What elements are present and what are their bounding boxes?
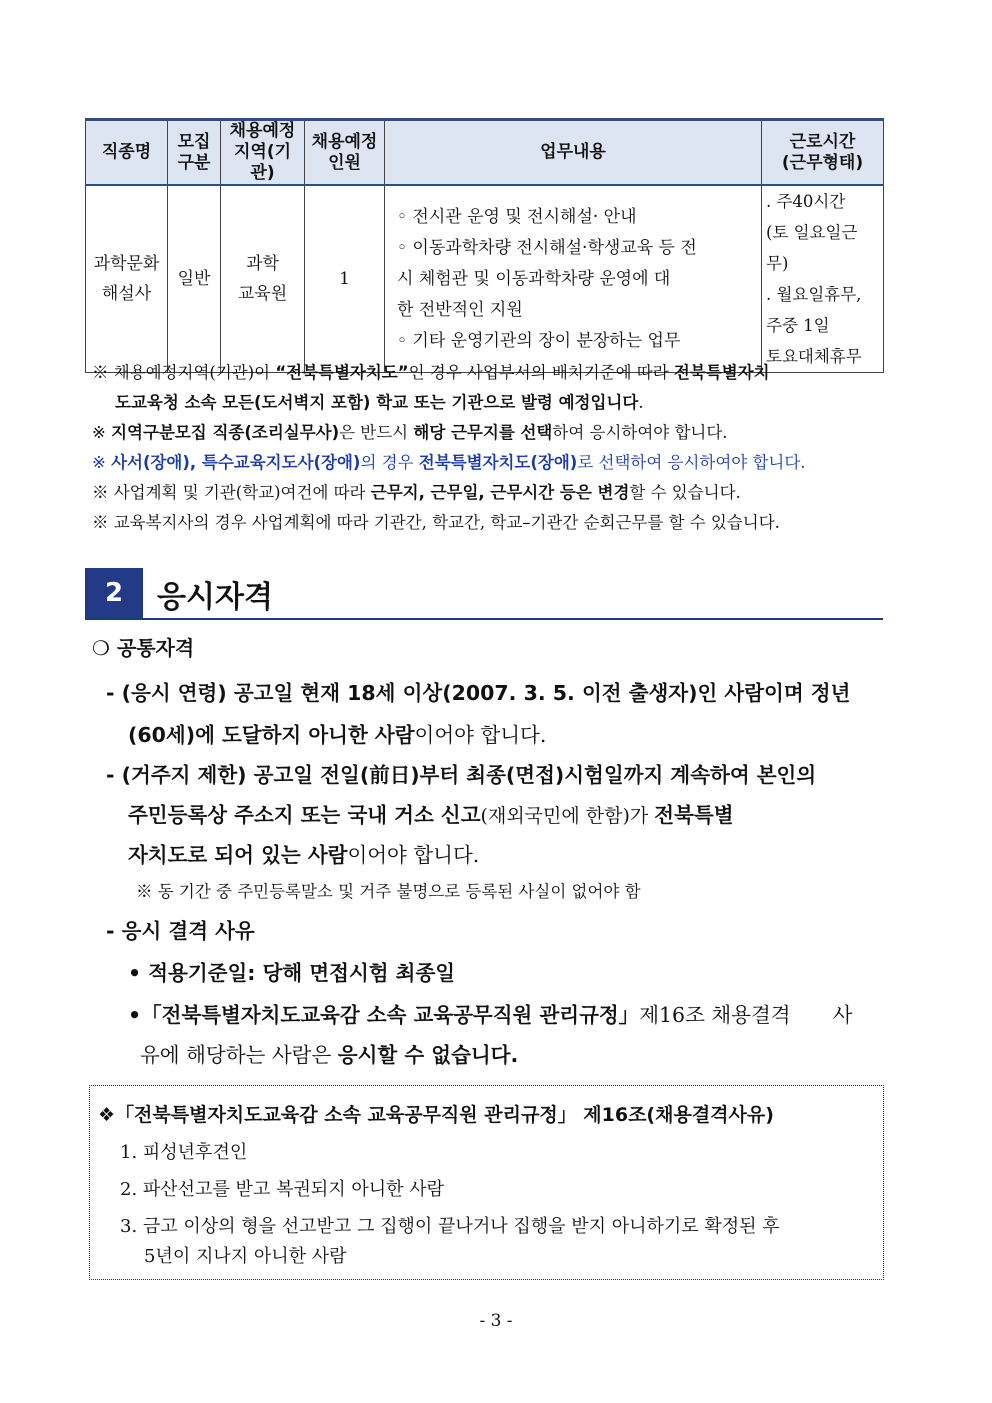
disqualification-box: [89, 1085, 884, 1280]
hours-line: . 주40시간: [766, 192, 846, 211]
hours-line: (토 일요일근무): [766, 223, 858, 273]
cell-recruit: 일반: [168, 185, 221, 373]
header-hours: 근로시간 (근무형태): [762, 120, 884, 186]
disqualification-bullet-2-cont: 유에 해당하는 사람은 응시할 수 없습니다.: [140, 1043, 519, 1067]
note-3: ※ 사서(장애), 특수교육지도사(장애)의 경우 전북특별자치도(장애)로 선택하여 응시하여야 합니다.: [92, 453, 806, 472]
residence-line-1: - (거주지 제한) 공고일 전일(前日)부터 최종(면접)시험일까지 계속하여 본인의: [106, 763, 817, 787]
box-item: 2. 파산선고를 받고 복권되지 아니한 사람: [120, 1179, 444, 1200]
box-item-cont: 5년이 지나지 아니한 사람: [144, 1246, 347, 1267]
header-count: 채용예정 인원: [305, 120, 385, 186]
job-table: [85, 118, 884, 373]
cell-region: 과학 교육원: [221, 185, 305, 373]
common-heading: ❍ 공통자격: [92, 636, 195, 660]
cell-job: 과학문화 해설사: [86, 185, 168, 373]
header-duty: 업무내용: [385, 120, 762, 186]
residence-note: ※ 동 기간 중 주민등록말소 및 거주 불명으로 등록된 사실이 없어야 함: [136, 882, 641, 901]
note-4: ※ 사업계획 및 기관(학교)여건에 따라 근무지, 근무일, 근무시간 등은 변경할 수 있습니다.: [92, 483, 741, 502]
residence-line-2: 주민등록상 주소지 또는 국내 거소 신고(재외국민에 한함)가 전북특별: [128, 803, 734, 827]
disqualification-heading: - 응시 결격 사유: [106, 919, 255, 943]
page-number: - 3 -: [479, 1311, 513, 1331]
section-header: [85, 568, 883, 620]
table-header-row: [86, 120, 884, 186]
section-number: 2: [85, 568, 143, 618]
box-title: ❖「전북특별자치도교육감 소속 교육공무직원 관리규정」 제16조(채용결격사유): [98, 1104, 774, 1126]
box-item: 1. 피성년후견인: [120, 1142, 248, 1163]
table-row: [86, 185, 884, 373]
hours-line: . 월요일휴무,: [766, 285, 862, 304]
cell-count: 1: [305, 185, 385, 373]
duty-line: ◦ 기타 운영기관의 장이 분장하는 업무: [397, 330, 681, 351]
cell-duty: [385, 185, 762, 373]
duty-line: ◦ 전시관 운영 및 전시해설· 안내: [397, 206, 637, 227]
age-line-1: - (응시 연령) 공고일 현재 18세 이상(2007. 3. 5. 이전 출생자)인 사람이며 정년: [106, 681, 851, 705]
note-2: ※ 지역구분모집 직종(조리실무사)은 반드시 해당 근무지를 선택하여 응시하여야 합니다.: [92, 423, 728, 442]
hours-line: 주중 1일: [766, 316, 830, 335]
age-line-2: (60세)에 도달하지 아니한 사람이어야 합니다.: [128, 723, 547, 747]
header-job: 직종명: [86, 120, 168, 186]
header-recruit: 모집 구분: [168, 120, 221, 186]
cell-hours: [762, 185, 884, 373]
disqualification-bullet-1: • 적용기준일: 당해 면접시험 최종일: [128, 961, 456, 985]
section-title: 응시자격: [157, 580, 273, 615]
note-5: ※ 교육복지사의 경우 사업계획에 따라 기관간, 학교간, 학교–기관간 순회근무를 할 수 있습니다.: [92, 513, 780, 532]
table-notes: [92, 358, 912, 538]
note-1: ※ 채용예정지역(기관)이 “전북특별자치도”인 경우 사업부서의 배치기준에 따라 전북특별자치: [92, 363, 770, 382]
disqualification-bullet-2: •「전북특별자치도교육감 소속 교육공무직원 관리규정」제16조 채용결격 사: [128, 1003, 853, 1027]
hours-line: 토요대체휴무: [766, 347, 862, 366]
header-region: 채용예정 지역(기관): [221, 120, 305, 186]
note-1-cont: 도교육청 소속 모든(도서벽지 포함) 학교 또는 기관으로 발령 예정입니다.: [115, 393, 644, 412]
residence-line-3: 자치도로 되어 있는 사람이어야 합니다.: [128, 843, 480, 867]
duty-line: ◦ 이동과학차량 전시해설·학생교육 등 전: [397, 237, 697, 258]
duty-line: 한 전반적인 지원: [397, 299, 523, 320]
box-item: 3. 금고 이상의 형을 선고받고 그 집행이 끝나거나 집행을 받지 아니하기로 확정된 후: [120, 1216, 780, 1237]
duty-line: 시 체험관 및 이동과학차량 운영에 대: [397, 268, 671, 289]
